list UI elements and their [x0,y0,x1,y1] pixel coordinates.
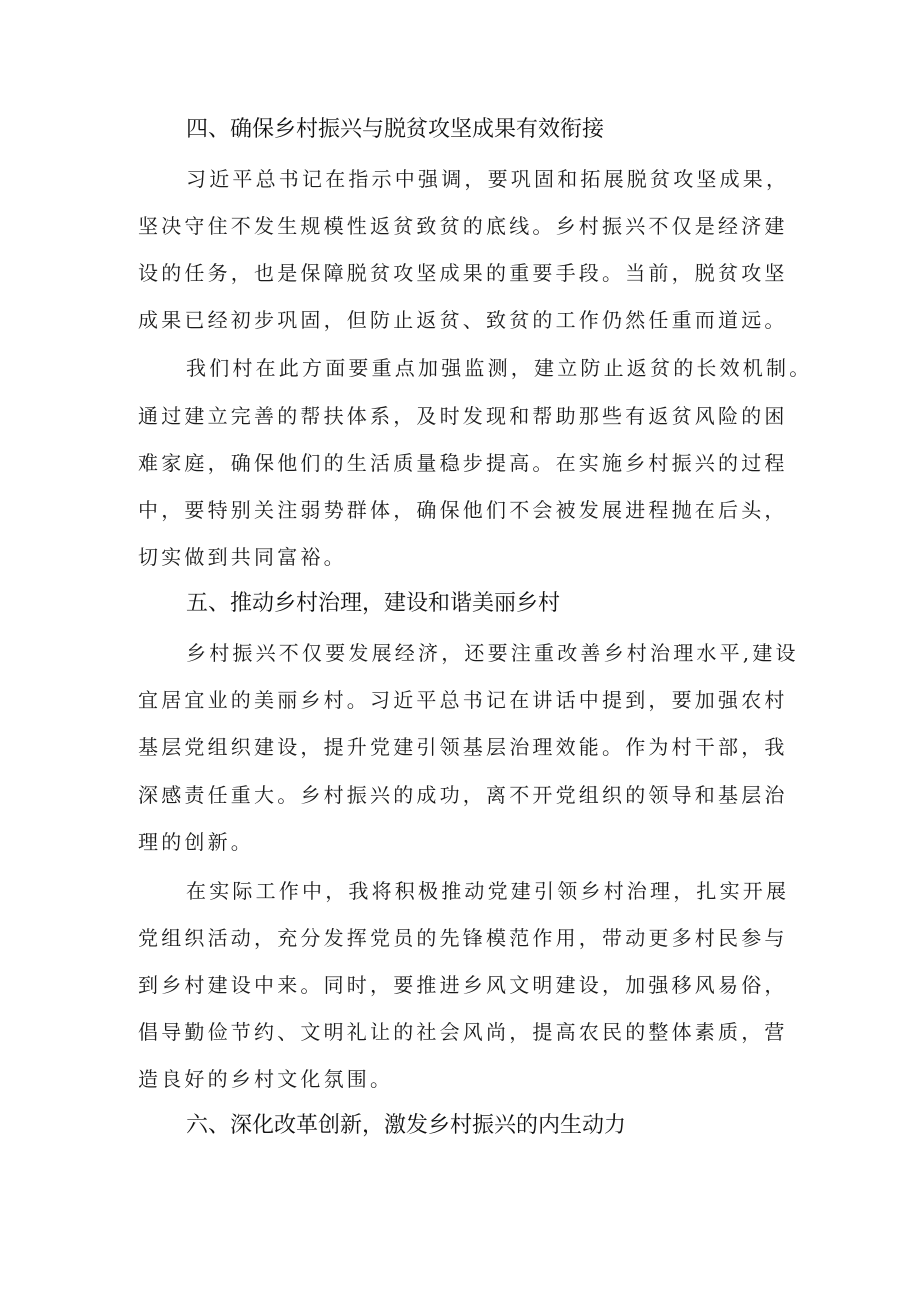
text-line: 造良好的乡村文化氛围。 [138,1067,394,1091]
text-line: 我们村在此方面要重点加强监测，建立防止返贫的长效机制。 [186,356,813,380]
text-line: 切实做到共同富裕。 [138,545,347,569]
text-line: 设的任务，也是保障脱贫攻坚成果的重要手段。当前，脱贫攻坚 [138,261,788,285]
text-line: 习近平总书记在指示中强调，要巩固和拓展脱贫攻坚成果， [186,167,790,191]
text-line: 宜居宜业的美丽乡村。习近平总书记在讲话中提到，要加强农村 [138,688,788,712]
text-line: 中，要特别关注弱势群体，确保他们不会被发展进程抛在后头， [138,498,788,522]
text-line: 倡导勤俭节约、文明礼让的社会风尚，提高农民的整体素质，营 [138,1020,788,1044]
text-line: 乡村振兴不仅要发展经济，还要注重改善乡村治理水平,建设 [186,641,799,665]
text-line: 深感责任重大。乡村振兴的成功，离不开党组织的领导和基层治 [138,783,788,807]
text-line: 坚决守住不发生规模性返贫致贫的底线。乡村振兴不仅是经济建 [138,214,788,238]
text-line: 到乡村建设中来。同时，要推进乡风文明建设，加强移风易俗， [138,973,788,997]
section-heading-5: 五、推动乡村治理，建设和谐美丽乡村 [186,591,561,616]
section-heading-4: 四、确保乡村振兴与脱贫攻坚成果有效衔接 [186,117,605,142]
text-line: 难家庭，确保他们的生活质量稳步提高。在实施乡村振兴的过程 [138,451,788,475]
section-heading-6: 六、深化改革创新，激发乡村振兴的内生动力 [186,1113,627,1138]
text-line: 在实际工作中，我将积极推动党建引领乡村治理，扎实开展 [186,879,790,903]
text-line: 成果已经初步巩固，但防止返贫、致贫的工作仍然任重而道远。 [138,308,788,332]
text-line: 基层党组织建设，提升党建引领基层治理效能。作为村干部，我 [138,735,788,759]
text-line: 通过建立完善的帮扶体系，及时发现和帮助那些有返贫风险的困 [138,404,788,428]
text-line: 理的创新。 [138,830,254,854]
text-line: 党组织活动，充分发挥党员的先锋模范作用，带动更多村民参与 [138,926,788,950]
